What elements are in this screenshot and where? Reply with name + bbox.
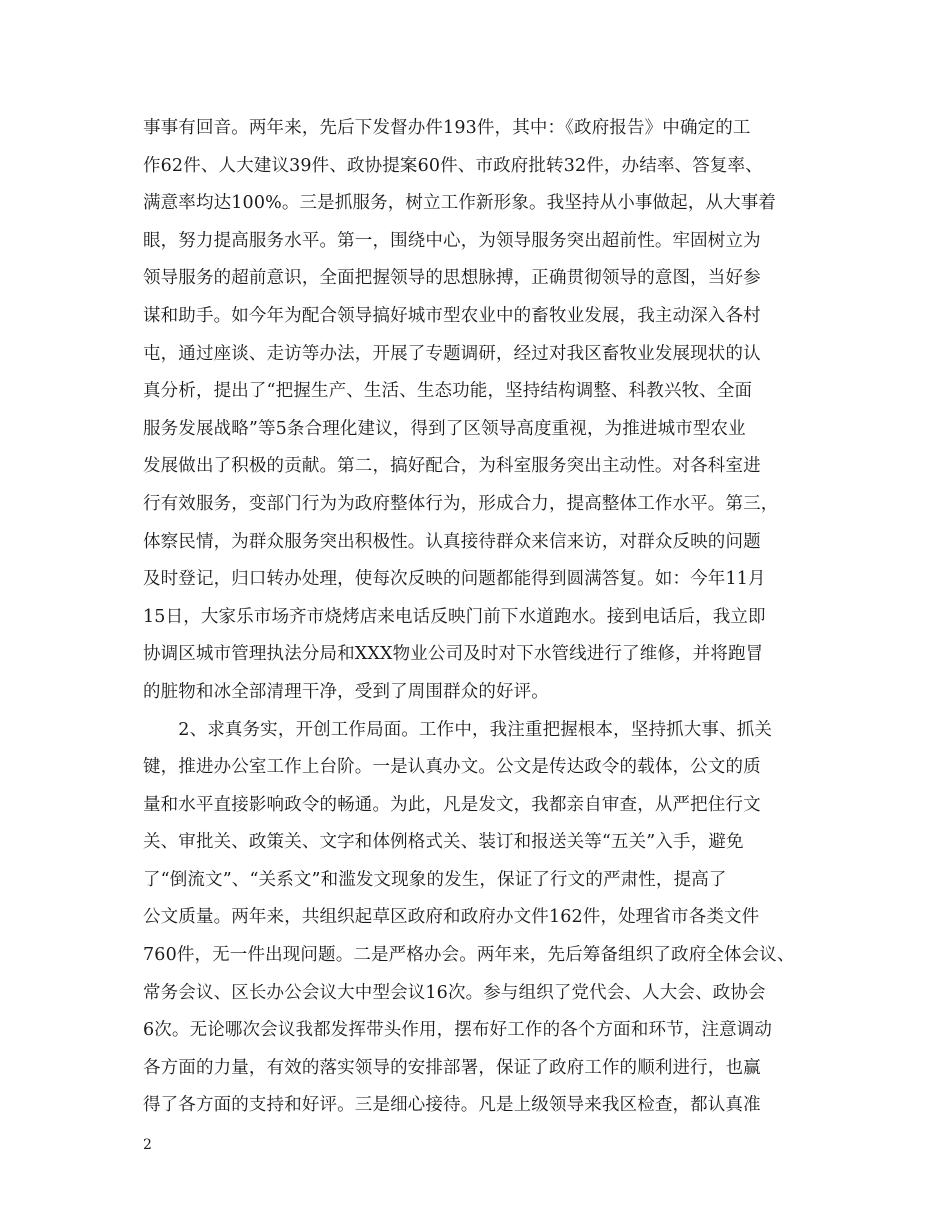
paragraph-start-line: 2、求真务实，开创工作局面。工作中，我注重把握根本，坚持抓大事、抓关 <box>143 719 773 740</box>
text-line: 公文质量。两年来，共组织起草区政府和政府办文件162件，处理省市各类文件 <box>143 907 760 928</box>
text-line: 屯，通过座谈、走访等办法，开展了专题调研，经过对我区畜牧业发展现状的认 <box>143 343 761 364</box>
text-line: 得了各方面的支持和好评。三是细心接待。凡是上级领导来我区检查，都认真准 <box>143 1095 761 1116</box>
text-line: 谋和助手。如今年为配合领导搞好城市型农业中的畜牧业发展，我主动深入各村 <box>143 305 761 326</box>
text-line: 的脏物和冰全部清理干净，受到了周围群众的好评。 <box>143 681 549 702</box>
text-line: 满意率均达100%。三是抓服务，树立工作新形象。我坚持从小事做起，从大事着 <box>143 193 777 214</box>
text-line: 协调区城市管理执法分局和XXX物业公司及时对下水管线进行了维修，并将跑冒 <box>143 644 764 665</box>
text-line: 服务发展战略”等5条合理化建议，得到了区领导高度重视，为推进城市型农业 <box>143 418 746 439</box>
text-line: 眼，努力提高服务水平。第一，围绕中心，为领导服务突出超前性。牢固树立为 <box>143 230 761 251</box>
text-line: 各方面的力量，有效的落实领导的安排部署，保证了政府工作的顺利进行，也赢 <box>143 1057 761 1078</box>
body-text <box>143 110 823 1125</box>
text-line: 常务会议、区长办公会议大中型会议16次。参与组织了党代会、人大会、政协会 <box>143 982 766 1003</box>
text-line: 关、审批关、政策关、文字和体例格式关、装订和报送关等“五关”入手，避免 <box>143 832 744 853</box>
text-line: 作62件、人大建议39件、政协提案60件、市政府批转32件，办结率、答复率、 <box>143 155 763 176</box>
text-line: 15日，大家乐市场齐市烧烤店来电话反映门前下水道跑水。接到电话后，我立即 <box>143 606 766 627</box>
text-line: 6次。无论哪次会议我都发挥带头作用，摆布好工作的各个方面和环节，注意调动 <box>143 1020 773 1041</box>
text-line: 键，推进办公室工作上台阶。一是认真办文。公文是传达政令的载体，公文的质 <box>143 757 761 778</box>
text-line: 体察民情，为群众服务突出积极性。认真接待群众来信来访，对群众反映的问题 <box>143 531 761 552</box>
page-number: 2 <box>143 1137 152 1153</box>
text-line: 领导服务的超前意识，全面把握领导的思想脉搏，正确贯彻领导的意图，当好参 <box>143 268 761 289</box>
text-line: 量和水平直接影响政令的畅通。为此，凡是发文，我都亲自审查，从严把住行文 <box>143 794 761 815</box>
text-line: 760件，无一件出现问题。二是严格办会。两年来，先后筹备组织了政府全体会议、 <box>143 945 795 966</box>
text-line: 及时登记，归口转办处理，使每次反映的问题都能得到圆满答复。如：今年11月 <box>143 569 766 590</box>
text-line: 真分析，提出了“把握生产、生活、生态功能，坚持结构调整、科教兴牧、全面 <box>143 381 753 402</box>
text-line: 事事有回音。两年来，先后下发督办件193件，其中：《政府报告》中确定的工 <box>143 118 751 138</box>
text-line: 了“倒流文”、“关系文”和滥发文现象的发生，保证了行文的严肃性，提高了 <box>143 869 727 890</box>
text-line: 行有效服务，变部门行为为政府整体行为，形成合力，提高整体工作水平。第三， <box>143 493 779 514</box>
text-line: 发展做出了积极的贡献。第二，搞好配合，为科室服务突出主动性。对各科室进 <box>143 456 761 477</box>
